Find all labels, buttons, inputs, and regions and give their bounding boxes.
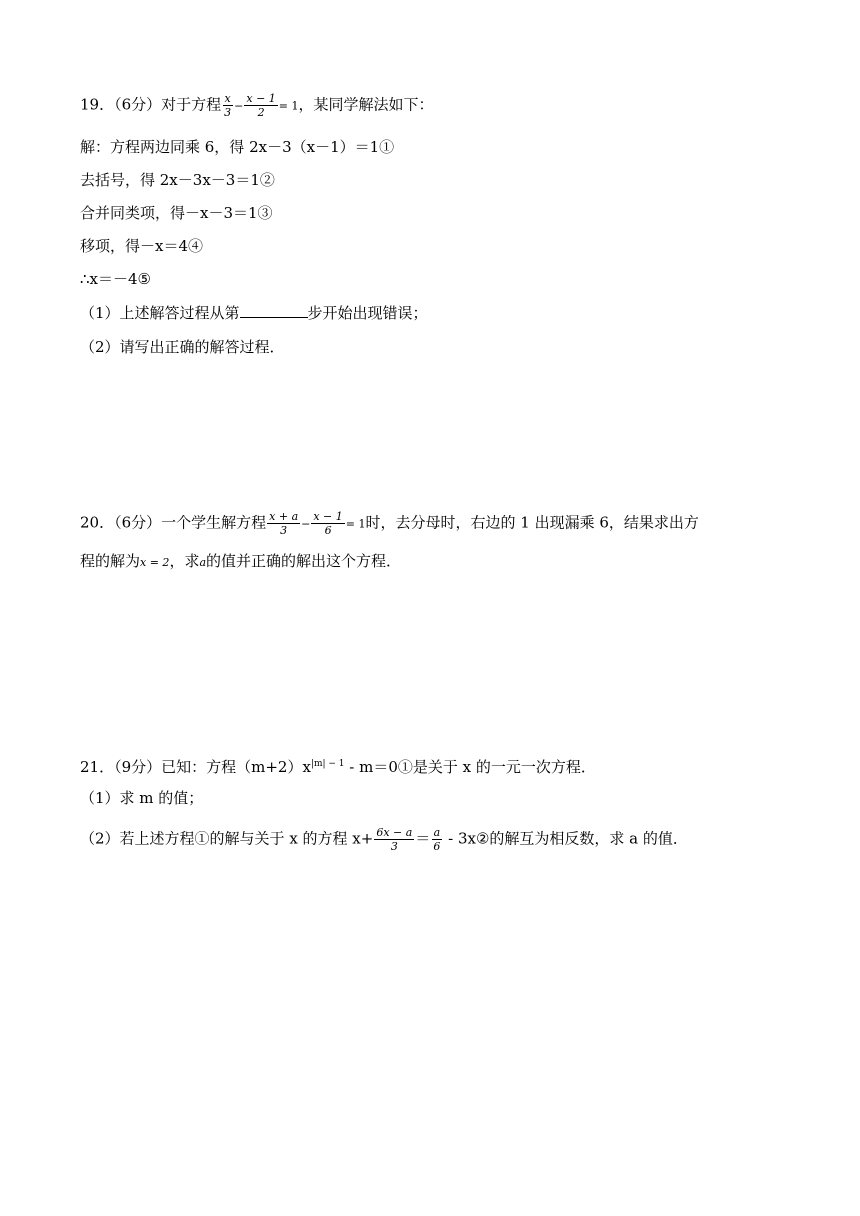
q20-rhs: = 1	[345, 517, 366, 531]
q20-header	[80, 510, 699, 537]
q21-part2	[80, 826, 688, 853]
q21-header	[80, 754, 596, 777]
q21-frac1-numerator: 6x − a	[376, 826, 413, 839]
q21-equals: ＝	[415, 829, 431, 848]
q19-frac1-numerator: x	[224, 92, 231, 105]
q20-fraction-2	[311, 510, 344, 537]
q20-var-a: a	[199, 556, 207, 569]
q19-intro-tail: ，某同学解法如下：	[298, 95, 434, 114]
q19-fraction-1	[222, 92, 233, 119]
q19-solution-line-2: 去括号，得 2x－3x－3＝1②	[80, 171, 275, 189]
q19-part1-suffix: 步开始出现错误；	[307, 304, 428, 322]
q21-fraction-1	[374, 826, 414, 853]
q21-frac2-numerator: a	[433, 826, 441, 839]
q20-fraction-1	[267, 510, 300, 537]
q21-number: 21．	[80, 758, 115, 776]
q20-line2-prefix: 程的解为	[80, 552, 141, 570]
q20-tail: 时，去分母时，右边的 1 出现漏乘 6，结果求出方	[365, 513, 699, 532]
q21-fraction-2	[431, 826, 442, 853]
q19-solution-line-4: 移项，得－x＝4④	[80, 237, 204, 255]
q21-frac2-denominator: 6	[433, 840, 441, 853]
q19-part1	[80, 303, 428, 323]
q19-part2: （2）请写出正确的解答过程．	[80, 338, 285, 356]
q20-number: 20．	[80, 513, 115, 532]
q21-part2-prefix: （2）若上述方程①的解与关于 x 的方程 x+	[80, 829, 374, 848]
q21-score: （9分）	[114, 758, 162, 776]
q20-minus: −	[301, 517, 311, 531]
q19-solution-line-3: 合并同类项，得－x－3＝1③	[80, 204, 273, 222]
q19-header	[80, 92, 434, 119]
q19-minus: −	[234, 99, 244, 113]
q19-fraction-2	[244, 92, 277, 119]
q20-line-2	[80, 551, 401, 573]
q19-intro: 对于方程	[161, 95, 222, 114]
q19-solution-line-5: ∴x＝－4⑤	[80, 270, 151, 288]
q19-rhs: = 1	[278, 99, 299, 113]
q21-part1: （1）求 m 的值；	[80, 789, 204, 807]
q19-solution-line-1: 解：方程两边同乘 6，得 2x－3（x－1）＝1①	[80, 138, 395, 156]
q20-frac1-numerator: x + a	[269, 510, 299, 523]
q21-exponent: |m| − 1	[310, 759, 345, 769]
q19-frac2-numerator: x − 1	[246, 92, 276, 105]
q20-frac2-numerator: x − 1	[313, 510, 343, 523]
q20-score: （6分）	[114, 513, 162, 532]
q19-part1-prefix: （1）上述解答过程从第	[80, 304, 240, 322]
q19-score: （6分）	[114, 95, 162, 114]
q20-line2-suffix: 的值并正确的解出这个方程．	[206, 552, 402, 570]
q20-frac2-denominator: 6	[324, 524, 332, 537]
q20-solution-eq: x = 2	[140, 556, 170, 569]
q21-frac1-denominator: 3	[390, 840, 398, 853]
q19-frac1-denominator: 3	[224, 106, 232, 119]
q19-number: 19．	[80, 95, 115, 114]
q21-intro: 已知：方程（m+2）x	[161, 758, 311, 776]
q20-intro: 一个学生解方程	[161, 513, 267, 532]
q19-answer-blank[interactable]	[240, 303, 308, 318]
q21-part2-suffix: - 3x②的解互为相反数，求 a 的值．	[443, 829, 688, 848]
q21-intro-tail: - m＝0①是关于 x 的一元一次方程．	[344, 758, 596, 776]
q20-line2-mid: ，求	[169, 552, 200, 570]
q19-frac2-denominator: 2	[257, 106, 265, 119]
q20-frac1-denominator: 3	[280, 524, 288, 537]
